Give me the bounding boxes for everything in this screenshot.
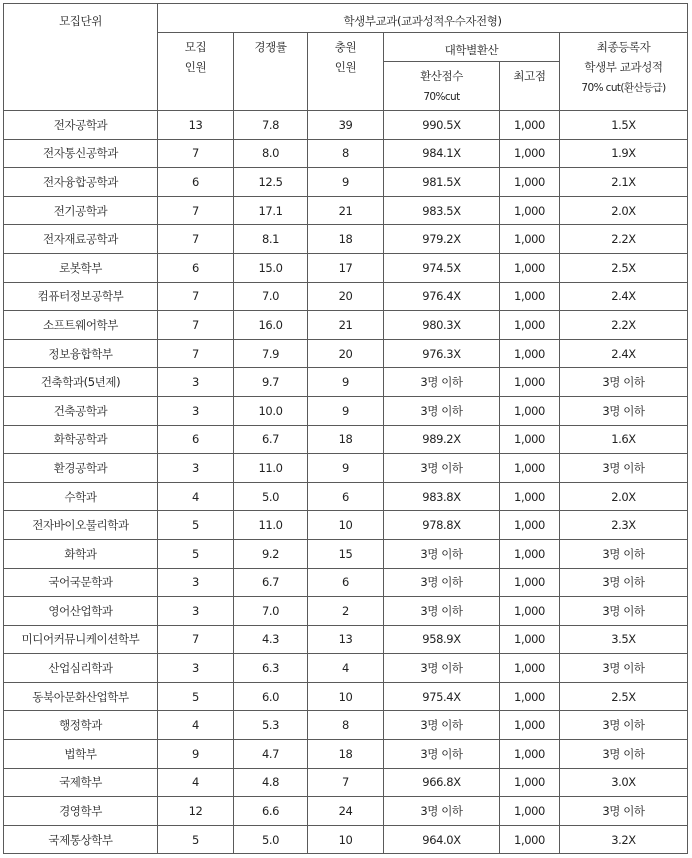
cell-final: 2.5X	[560, 682, 688, 711]
cell-max: 1,000	[500, 368, 560, 397]
header-ratio: 경쟁률	[234, 33, 308, 111]
cell-extra: 18	[308, 225, 384, 254]
cell-extra: 21	[308, 311, 384, 340]
cell-dept: 소프트웨어학부	[4, 311, 158, 340]
cell-ratio: 8.0	[234, 139, 308, 168]
cell-quota: 7	[158, 311, 234, 340]
cell-score: 981.5X	[384, 168, 500, 197]
cell-dept: 전자바이오물리학과	[4, 511, 158, 540]
cell-max: 1,000	[500, 111, 560, 140]
cell-dept: 화학과	[4, 539, 158, 568]
cell-dept: 정보융합학부	[4, 339, 158, 368]
table-header	[4, 4, 688, 111]
cell-final: 3.2X	[560, 825, 688, 854]
cell-ratio: 17.1	[234, 196, 308, 225]
cell-dept: 건축학과(5년제)	[4, 368, 158, 397]
table-row	[4, 682, 688, 711]
cell-score: 984.1X	[384, 139, 500, 168]
cell-score: 966.8X	[384, 768, 500, 797]
cell-quota: 4	[158, 711, 234, 740]
cell-max: 1,000	[500, 597, 560, 626]
cell-score: 989.2X	[384, 425, 500, 454]
cell-dept: 산업심리학과	[4, 654, 158, 683]
table-row	[4, 111, 688, 140]
cell-final: 3명 이하	[560, 539, 688, 568]
cell-score: 3명 이하	[384, 654, 500, 683]
cell-dept: 전자통신공학과	[4, 139, 158, 168]
cell-max: 1,000	[500, 625, 560, 654]
cell-extra: 18	[308, 740, 384, 769]
cell-dept: 법학부	[4, 740, 158, 769]
cell-dept: 경영학부	[4, 797, 158, 826]
cell-dept: 전자융합공학과	[4, 168, 158, 197]
cell-extra: 39	[308, 111, 384, 140]
table-row	[4, 568, 688, 597]
cell-final: 3명 이하	[560, 711, 688, 740]
cell-final: 2.2X	[560, 225, 688, 254]
table-row	[4, 139, 688, 168]
cell-final: 2.4X	[560, 339, 688, 368]
table-row	[4, 797, 688, 826]
cell-final: 1.9X	[560, 139, 688, 168]
cell-final: 3명 이하	[560, 396, 688, 425]
table-row	[4, 253, 688, 282]
cell-quota: 6	[158, 425, 234, 454]
cell-score: 976.3X	[384, 339, 500, 368]
cell-dept: 전자공학과	[4, 111, 158, 140]
cell-ratio: 10.0	[234, 396, 308, 425]
admission-results-table	[3, 3, 688, 854]
header-univ-group: 대학별환산	[384, 33, 560, 62]
cell-max: 1,000	[500, 282, 560, 311]
table-row	[4, 768, 688, 797]
table-row	[4, 482, 688, 511]
cell-final: 2.2X	[560, 311, 688, 340]
cell-max: 1,000	[500, 539, 560, 568]
cell-quota: 3	[158, 568, 234, 597]
table-row	[4, 168, 688, 197]
cell-extra: 8	[308, 139, 384, 168]
cell-max: 1,000	[500, 168, 560, 197]
cell-final: 3명 이하	[560, 568, 688, 597]
cell-dept: 전자재료공학과	[4, 225, 158, 254]
cell-ratio: 12.5	[234, 168, 308, 197]
cell-dept: 화학공학과	[4, 425, 158, 454]
cell-quota: 7	[158, 225, 234, 254]
cell-max: 1,000	[500, 711, 560, 740]
cell-score: 958.9X	[384, 625, 500, 654]
cell-extra: 21	[308, 196, 384, 225]
header-score: 환산점수 70%cut	[384, 62, 500, 111]
cell-extra: 8	[308, 711, 384, 740]
table-row	[4, 368, 688, 397]
cell-score: 983.8X	[384, 482, 500, 511]
cell-max: 1,000	[500, 825, 560, 854]
cell-final: 3명 이하	[560, 368, 688, 397]
cell-extra: 18	[308, 425, 384, 454]
table-row	[4, 225, 688, 254]
cell-max: 1,000	[500, 797, 560, 826]
header-dept: 모집단위	[4, 4, 158, 111]
cell-score: 3명 이하	[384, 568, 500, 597]
cell-score: 3명 이하	[384, 597, 500, 626]
cell-score: 975.4X	[384, 682, 500, 711]
table-row	[4, 282, 688, 311]
cell-extra: 2	[308, 597, 384, 626]
cell-ratio: 6.3	[234, 654, 308, 683]
cell-score: 3명 이하	[384, 539, 500, 568]
cell-score: 3명 이하	[384, 454, 500, 483]
cell-quota: 7	[158, 625, 234, 654]
cell-final: 3명 이하	[560, 740, 688, 769]
table-row	[4, 740, 688, 769]
cell-extra: 10	[308, 825, 384, 854]
cell-quota: 6	[158, 168, 234, 197]
cell-quota: 6	[158, 253, 234, 282]
cell-quota: 7	[158, 139, 234, 168]
cell-extra: 10	[308, 682, 384, 711]
cell-final: 2.5X	[560, 253, 688, 282]
cell-ratio: 15.0	[234, 253, 308, 282]
cell-final: 2.3X	[560, 511, 688, 540]
cell-dept: 동북아문화산업학부	[4, 682, 158, 711]
cell-max: 1,000	[500, 740, 560, 769]
cell-extra: 20	[308, 282, 384, 311]
cell-ratio: 6.6	[234, 797, 308, 826]
cell-dept: 국제통상학부	[4, 825, 158, 854]
cell-final: 3.0X	[560, 768, 688, 797]
cell-ratio: 16.0	[234, 311, 308, 340]
cell-score: 3명 이하	[384, 711, 500, 740]
cell-dept: 건축공학과	[4, 396, 158, 425]
header-extra: 충원 인원	[308, 33, 384, 111]
table-row	[4, 625, 688, 654]
cell-dept: 환경공학과	[4, 454, 158, 483]
cell-quota: 4	[158, 768, 234, 797]
cell-score: 990.5X	[384, 111, 500, 140]
cell-quota: 7	[158, 339, 234, 368]
cell-max: 1,000	[500, 139, 560, 168]
cell-ratio: 6.7	[234, 568, 308, 597]
cell-ratio: 4.8	[234, 768, 308, 797]
header-final: 최종등록자 학생부 교과성적 70% cut(환산등급)	[560, 33, 688, 111]
cell-score: 978.8X	[384, 511, 500, 540]
cell-quota: 12	[158, 797, 234, 826]
cell-quota: 9	[158, 740, 234, 769]
cell-ratio: 11.0	[234, 454, 308, 483]
cell-quota: 3	[158, 597, 234, 626]
cell-extra: 6	[308, 568, 384, 597]
cell-score: 964.0X	[384, 825, 500, 854]
cell-quota: 4	[158, 482, 234, 511]
cell-ratio: 9.7	[234, 368, 308, 397]
table-row	[4, 511, 688, 540]
cell-score: 3명 이하	[384, 740, 500, 769]
cell-final: 2.0X	[560, 482, 688, 511]
cell-ratio: 4.3	[234, 625, 308, 654]
cell-extra: 15	[308, 539, 384, 568]
cell-extra: 4	[308, 654, 384, 683]
cell-quota: 7	[158, 282, 234, 311]
cell-final: 3명 이하	[560, 654, 688, 683]
cell-max: 1,000	[500, 654, 560, 683]
cell-max: 1,000	[500, 311, 560, 340]
cell-max: 1,000	[500, 511, 560, 540]
cell-final: 2.4X	[560, 282, 688, 311]
cell-quota: 13	[158, 111, 234, 140]
cell-score: 976.4X	[384, 282, 500, 311]
cell-dept: 미디어커뮤니케이션학부	[4, 625, 158, 654]
cell-quota: 3	[158, 454, 234, 483]
cell-max: 1,000	[500, 225, 560, 254]
cell-score: 3명 이하	[384, 368, 500, 397]
cell-extra: 13	[308, 625, 384, 654]
cell-score: 983.5X	[384, 196, 500, 225]
cell-quota: 7	[158, 196, 234, 225]
cell-ratio: 7.8	[234, 111, 308, 140]
table-row	[4, 825, 688, 854]
cell-extra: 7	[308, 768, 384, 797]
header-max: 최고점	[500, 62, 560, 111]
cell-extra: 17	[308, 253, 384, 282]
cell-quota: 5	[158, 511, 234, 540]
cell-extra: 20	[308, 339, 384, 368]
cell-max: 1,000	[500, 682, 560, 711]
cell-final: 3명 이하	[560, 797, 688, 826]
table-body	[4, 111, 688, 854]
cell-ratio: 5.0	[234, 825, 308, 854]
table-row	[4, 539, 688, 568]
cell-ratio: 4.7	[234, 740, 308, 769]
cell-max: 1,000	[500, 768, 560, 797]
cell-max: 1,000	[500, 339, 560, 368]
cell-dept: 전기공학과	[4, 196, 158, 225]
cell-ratio: 8.1	[234, 225, 308, 254]
cell-max: 1,000	[500, 396, 560, 425]
cell-quota: 3	[158, 654, 234, 683]
cell-dept: 컴퓨터정보공학부	[4, 282, 158, 311]
cell-final: 3명 이하	[560, 597, 688, 626]
cell-dept: 영어산업학과	[4, 597, 158, 626]
cell-max: 1,000	[500, 196, 560, 225]
cell-ratio: 7.0	[234, 282, 308, 311]
cell-ratio: 6.0	[234, 682, 308, 711]
cell-extra: 10	[308, 511, 384, 540]
cell-final: 2.0X	[560, 196, 688, 225]
header-quota: 모집 인원	[158, 33, 234, 111]
cell-max: 1,000	[500, 425, 560, 454]
cell-extra: 24	[308, 797, 384, 826]
table-row	[4, 597, 688, 626]
cell-ratio: 9.2	[234, 539, 308, 568]
cell-dept: 수학과	[4, 482, 158, 511]
cell-max: 1,000	[500, 568, 560, 597]
header-group: 학생부교과(교과성적우수자전형)	[158, 4, 688, 33]
cell-score: 980.3X	[384, 311, 500, 340]
cell-final: 1.6X	[560, 425, 688, 454]
cell-quota: 3	[158, 368, 234, 397]
table-row	[4, 454, 688, 483]
cell-quota: 5	[158, 539, 234, 568]
table-row	[4, 196, 688, 225]
cell-extra: 9	[308, 168, 384, 197]
cell-max: 1,000	[500, 253, 560, 282]
cell-ratio: 6.7	[234, 425, 308, 454]
cell-extra: 9	[308, 396, 384, 425]
cell-score: 3명 이하	[384, 396, 500, 425]
cell-extra: 6	[308, 482, 384, 511]
cell-ratio: 7.0	[234, 597, 308, 626]
cell-ratio: 5.0	[234, 482, 308, 511]
cell-extra: 9	[308, 454, 384, 483]
cell-final: 1.5X	[560, 111, 688, 140]
cell-score: 979.2X	[384, 225, 500, 254]
cell-ratio: 5.3	[234, 711, 308, 740]
cell-dept: 행정학과	[4, 711, 158, 740]
cell-final: 2.1X	[560, 168, 688, 197]
cell-dept: 국제학부	[4, 768, 158, 797]
cell-quota: 3	[158, 396, 234, 425]
table-row	[4, 654, 688, 683]
cell-ratio: 7.9	[234, 339, 308, 368]
cell-final: 3.5X	[560, 625, 688, 654]
table-row	[4, 396, 688, 425]
cell-quota: 5	[158, 825, 234, 854]
cell-extra: 9	[308, 368, 384, 397]
cell-final: 3명 이하	[560, 454, 688, 483]
table-row	[4, 311, 688, 340]
cell-ratio: 11.0	[234, 511, 308, 540]
cell-quota: 5	[158, 682, 234, 711]
cell-max: 1,000	[500, 454, 560, 483]
cell-dept: 로봇학부	[4, 253, 158, 282]
cell-dept: 국어국문학과	[4, 568, 158, 597]
table-row	[4, 425, 688, 454]
cell-score: 3명 이하	[384, 797, 500, 826]
cell-max: 1,000	[500, 482, 560, 511]
table-row	[4, 339, 688, 368]
cell-score: 974.5X	[384, 253, 500, 282]
table-row	[4, 711, 688, 740]
